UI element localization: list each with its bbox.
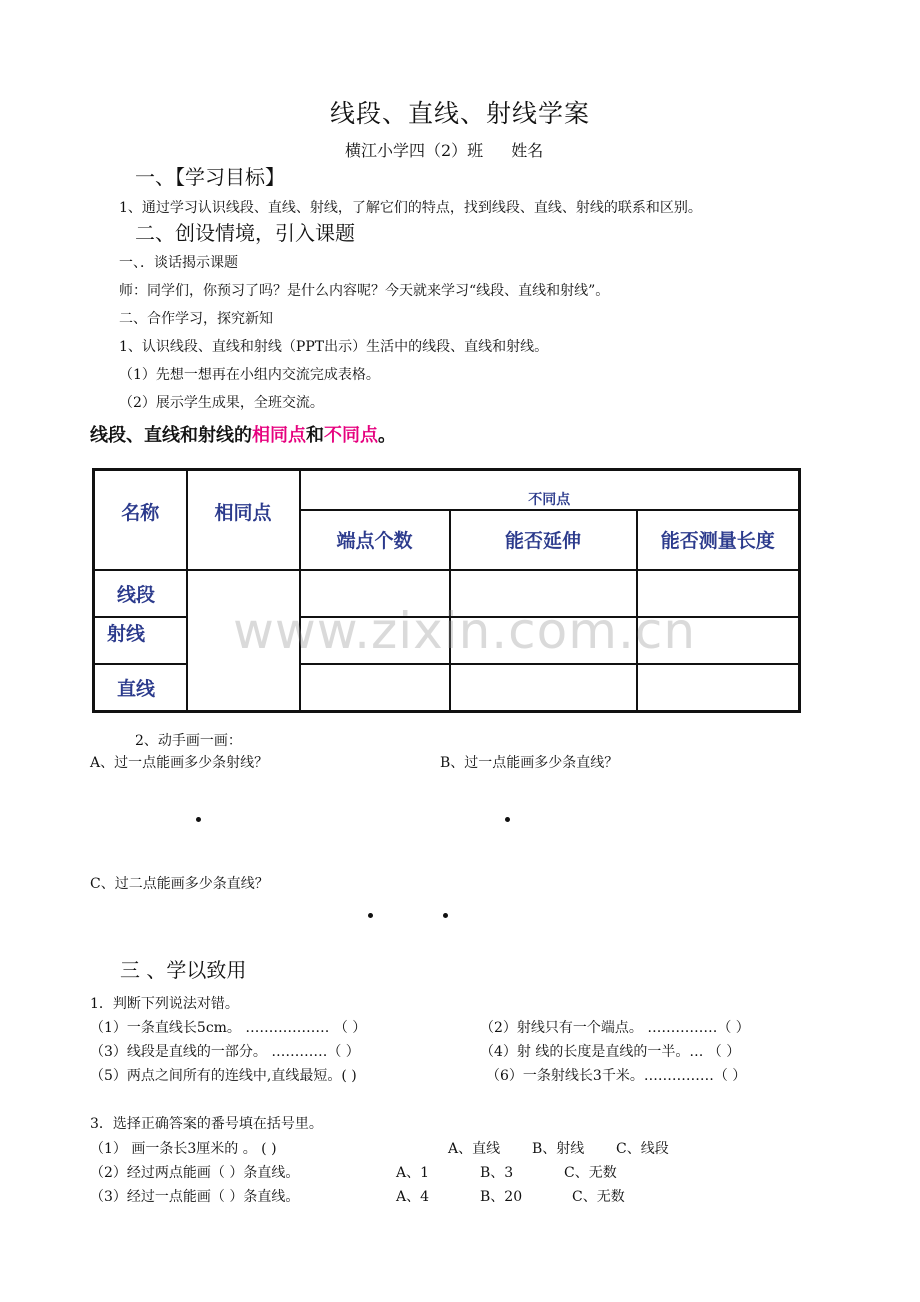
row-label-segment: 线段 (94, 570, 187, 617)
point-dot (196, 817, 201, 822)
q1-item: （4）射 线的长度是直线的一半。… （ ） (480, 1044, 741, 1060)
point-dot (505, 817, 510, 822)
q3-option: A、4 (396, 1189, 430, 1205)
section2-line: 一、．谈话揭示课题 (119, 255, 238, 271)
q3-option: B、20 (480, 1189, 523, 1205)
compare-text: 和 (306, 425, 324, 446)
compare-text: 。 (378, 425, 396, 446)
subheader-measure: 能否测量长度 (637, 510, 800, 570)
section1-text: 1、通过学习认识线段、直线、射线，了解它们的特点，找到线段、直线、射线的联系和区别。 (119, 200, 702, 216)
q1-title: 1．判断下列说法对错。 (90, 996, 239, 1012)
subheader-extend: 能否延伸 (450, 510, 637, 570)
point-dot (368, 913, 373, 918)
q3-option: A、1 (396, 1165, 430, 1181)
draw-question-b: B、过一点能画多少条直线？ (440, 755, 619, 771)
q3-question: （1） 画一条长3厘米的 。 ( ) (90, 1141, 277, 1157)
section2-heading: 二、创设情境，引入课题 (135, 221, 355, 245)
q3-option: C、无数 (564, 1165, 617, 1181)
comparison-grid (92, 468, 801, 713)
name-label: 姓名 (511, 141, 544, 160)
q3-option: B、射线 (532, 1141, 585, 1157)
q3-option: B、3 (480, 1165, 514, 1181)
q3-title: 3．选择正确答案的番号填在括号里。 (90, 1116, 323, 1132)
header-name: 名称 (94, 470, 187, 570)
section2-line: 师：同学们，你预习了吗？是什么内容呢？今天就来学习“线段、直线和射线”。 (119, 283, 610, 299)
compare-highlight-same: 相同点 (252, 425, 306, 446)
table-cell (637, 664, 800, 712)
section1-heading: 一、【学习目标】 (135, 165, 285, 189)
watermark: www.zixin.com.cn (233, 602, 697, 660)
table-cell (450, 664, 637, 712)
q1-item: （2）射线只有一个端点。 ……………（ ） (480, 1020, 750, 1036)
section2-line: 1、认识线段、直线和射线（PPT出示）生活中的线段、直线和射线。 (119, 339, 549, 355)
q1-item: （3）线段是直线的一部分。 …………（ ） (90, 1044, 360, 1060)
point-dot (443, 913, 448, 918)
draw-heading: 2、动手画一画： (135, 733, 242, 749)
compare-heading (90, 421, 396, 447)
comparison-table (92, 468, 802, 712)
subheader-endpoints: 端点个数 (300, 510, 450, 570)
q1-item: （6）一条射线长3千米。……………（ ） (486, 1068, 747, 1084)
q3-option: C、无数 (572, 1189, 625, 1205)
school-class: 横江小学四（2）班 (345, 141, 484, 160)
section3-heading: 三 、学以致用 (120, 958, 247, 982)
section2-line: （1）先想一想再在小组内交流完成表格。 (119, 367, 380, 383)
row-label-ray: 射线 (94, 617, 187, 664)
header-diff: 不同点 (300, 470, 800, 510)
section2-line: （2）展示学生成果，全班交流。 (119, 395, 324, 411)
section2-line: 二、合作学习，探究新知 (119, 311, 273, 327)
q3-question: （3）经过一点能画（ ）条直线。 (90, 1189, 300, 1205)
row-label-line: 直线 (94, 664, 187, 712)
q1-item: （5）两点之间所有的连线中,直线最短。( ) (90, 1068, 357, 1084)
q3-question: （2）经过两点能画（ ）条直线。 (90, 1165, 300, 1181)
q3-option: C、线段 (616, 1141, 669, 1157)
draw-question-c: C、过二点能画多少条直线？ (90, 876, 269, 892)
q3-option: A、直线 (448, 1141, 501, 1157)
header-same: 相同点 (187, 470, 300, 570)
compare-highlight-diff: 不同点 (324, 425, 378, 446)
q1-item: （1）一条直线长5cm。 ……………… （ ） (90, 1020, 367, 1036)
class-name-line (345, 138, 543, 161)
draw-question-a: A、过一点能画多少条射线？ (90, 755, 269, 771)
compare-text: 线段、直线和射线的 (90, 425, 252, 446)
table-cell (300, 664, 450, 712)
page-title: 线段、直线、射线学案 (329, 99, 590, 128)
